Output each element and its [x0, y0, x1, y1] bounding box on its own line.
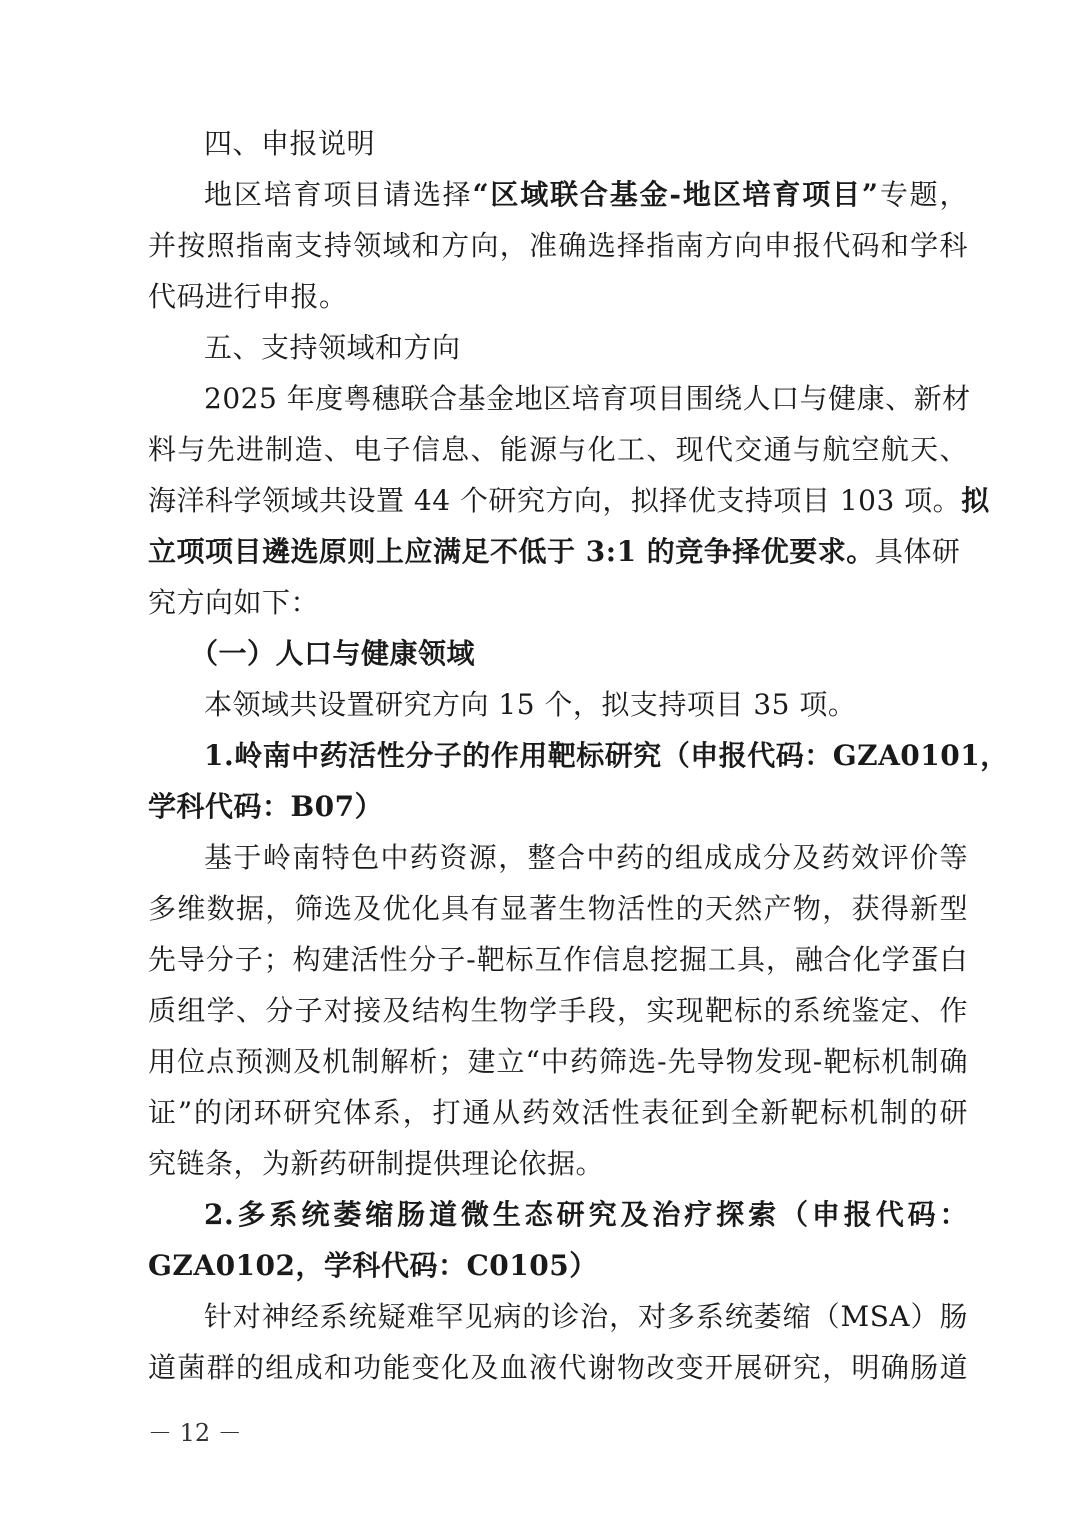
- section-5-para-line-1: 2025 年度粤穗联合基金地区培育项目围绕人口与健康、新材: [204, 382, 971, 415]
- section-5-para-line-3: [148, 483, 990, 519]
- section-5-bold-start: 拟: [961, 484, 990, 517]
- section-4-para-line-1: [204, 177, 968, 213]
- section-4-heading: [204, 126, 968, 162]
- section-5-para-text: 海洋科学领域共设置 44 个研究方向，拟择优支持项目 103 项。: [148, 484, 962, 517]
- item-1-title-line-1: 1.岭南中药活性分子的作用靶标研究（申报代码：GZA0101，: [204, 739, 1009, 772]
- topic-name-bold: “区域联合基金-地区培育项目”: [472, 178, 879, 211]
- competition-requirement-bold: 立项项目遴选原则上应满足不低于 3:1 的竞争择优要求。: [148, 535, 875, 568]
- section-4-para-line-3: 代码进行申报。: [148, 280, 348, 313]
- section-4-para-line-2: 并按照指南支持领域和方向，准确选择指南方向申报代码和学科: [148, 229, 968, 262]
- item-1-body-line: 基于岭南特色中药资源，整合中药的组成成分及药效评价等: [204, 841, 968, 874]
- item-1-body-line: 证”的闭环研究体系，打通从药效活性表征到全新靶标机制的研: [148, 1096, 968, 1129]
- item-1-body-line: 先导分子；构建活性分子-靶标互作信息挖掘工具，融合化学蛋白: [148, 943, 968, 976]
- item-2-body-line: 针对神经系统疑难罕见病的诊治，对多系统萎缩（MSA）肠: [204, 1300, 968, 1333]
- section-5-para-line-4: [148, 534, 968, 570]
- page-number: － 12 －: [148, 1419, 242, 1447]
- section-5-heading: 五、支持领域和方向: [204, 331, 461, 364]
- item-2-title-line-2: GZA0102，学科代码：C0105）: [148, 1249, 598, 1282]
- section-5-para-line-5: 究方向如下：: [148, 586, 320, 619]
- item-1-body-line: 多维数据，筛选及优化具有显著生物活性的天然产物，获得新型: [148, 892, 968, 925]
- item-2-title-line-1: 2.多系统萎缩肠道微生态研究及治疗探索（申报代码：: [204, 1198, 968, 1231]
- section-4-heading-text: 四、申报说明: [204, 127, 376, 160]
- section-4-para-text-end: 专题，: [878, 178, 968, 211]
- item-1-body-line: 质组学、分子对接及结构生物学手段，实现靶标的系统鉴定、作: [148, 994, 968, 1027]
- section-5-para-text-cont: 具体研: [874, 535, 961, 568]
- item-2-body-line: 道菌群的组成和功能变化及血液代谢物改变开展研究，明确肠道: [148, 1351, 968, 1384]
- item-1-body-line: 究链条，为新药研制提供理论依据。: [148, 1147, 605, 1180]
- section-4-para-text: 地区培育项目请选择: [204, 178, 473, 211]
- subsection-1-intro: 本领域共设置研究方向 15 个，拟支持项目 35 项。: [204, 688, 857, 721]
- section-5-para-line-2: 料与先进制造、电子信息、能源与化工、现代交通与航空航天、: [148, 433, 968, 466]
- item-1-title-line-2: 学科代码：B07）: [148, 790, 384, 823]
- subsection-1-heading: （一）人口与健康领域: [190, 637, 476, 670]
- item-1-body-line: 用位点预测及机制解析；建立“中药筛选-先导物发现-靶标机制确: [148, 1045, 968, 1078]
